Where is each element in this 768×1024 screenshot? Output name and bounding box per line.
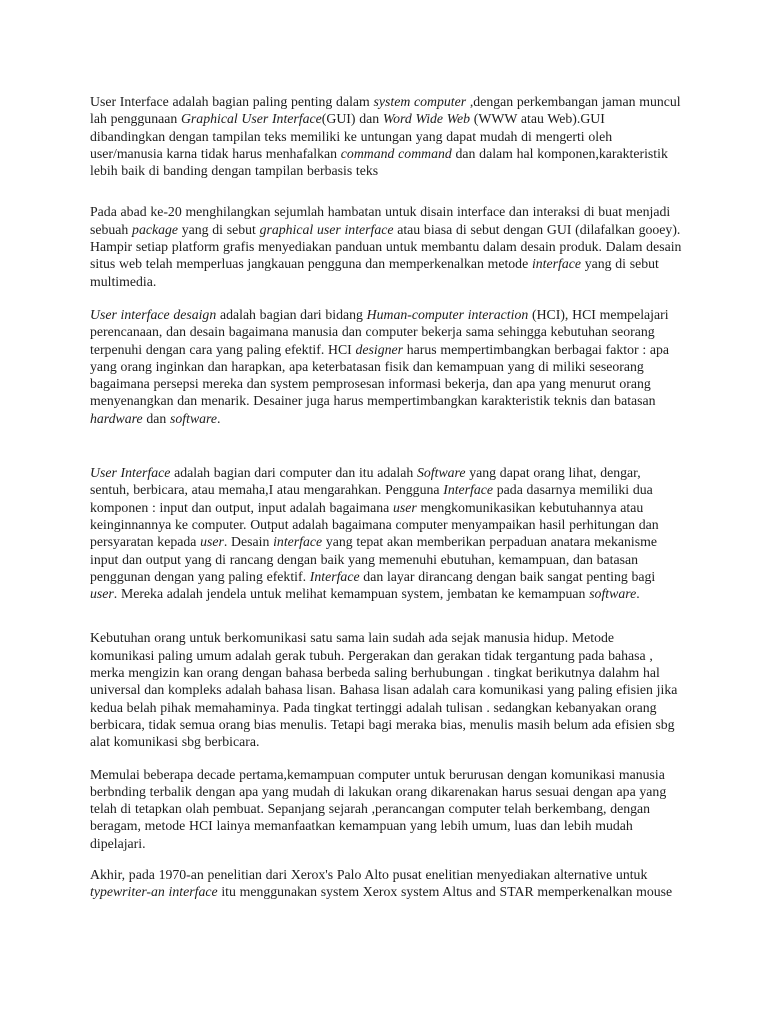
text-run: ,dengan perkembangan jaman muncul lah penggunaan <box>90 94 681 127</box>
italic-text-run: Interface <box>309 568 360 584</box>
italic-text-run: software <box>589 586 637 602</box>
text-run: (HCI), HCI mempelajari perencanaan, dan desain bagaimana manusia dan computer bekerja sama sehingga kebutuhan seorang terpenuhi dengan cara yang paling efektif. HCI <box>90 306 669 357</box>
italic-text-run: interface <box>273 534 323 550</box>
text-run: dan dalam hal komponen,karakteristik lebih baik di banding dengan tampilan berbasis teks <box>90 145 668 179</box>
italic-text-run: Graphical User Interface <box>180 111 322 127</box>
text-run: pada dasarnya memiliki dua komponen : input dan output, input adalah bagaimana <box>90 482 653 515</box>
italic-text-run: Human-computer interaction <box>366 306 529 322</box>
text-run: yang di sebut multimedia. <box>90 256 659 289</box>
text-run: User Interface adalah bagian paling penting dalam <box>90 94 374 109</box>
text-run: adalah bagian dari bidang <box>216 306 367 322</box>
text-run: Memulai beberapa decade pertama,kemampuan computer untuk berurusan dengan komunikasi manusia berbnding terbalik dengan apa yang mudah di lakukan orang dikarenakan harus sesuai dengan apa yang telah di tetapkan olah pembuat. Sepanjang sejarah ,perancangan computer telah berkembang, dengan beragam, metode HCI lainya memanfaatkan kemampuan yang lebih umum, luas dan lebih mudah dipelajari. <box>90 766 667 851</box>
italic-text-run: user <box>90 586 114 602</box>
text-run: (GUI) dan <box>321 111 383 127</box>
text-run: atau biasa di sebut dengan GUI (dilafalkan gooey). Hampir setiap platform grafis menyediakan panduan untuk membantu dalam desain produk. Dalam desain situs web telah memperluas jangkauan pengguna dan memperkenalkan metode <box>90 221 682 272</box>
italic-text-run: Software <box>416 465 466 481</box>
text-run: adalah bagian dari computer dan itu adalah <box>170 465 417 481</box>
paragraph-2 <box>90 203 682 289</box>
text-run: . <box>217 410 221 426</box>
text-run: yang di sebut <box>178 221 260 237</box>
italic-text-run: system computer <box>373 94 467 109</box>
text-run: (WWW atau Web).GUI dibandingkan dengan tampilan teks memiliki ke untungan yang dapat mudah di mengerti oleh user/manusia karna tidak harus menhafalkan <box>90 111 613 161</box>
italic-text-run: designer <box>355 341 404 357</box>
paragraph-7 <box>90 866 682 901</box>
text-run: Pada abad ke-20 menghilangkan sejumlah hambatan untuk disain interface dan interaksi di buat menjadi sebuah <box>90 204 671 237</box>
text-run: dan <box>142 410 171 426</box>
text-run: yang tepat akan memberikan perpaduan anatara mekanisme input dan output yang di rancang dengan baik yang memenuhi ebutuhan, kemampuan, dan batasan penggunan dengan yang paling efektif. <box>90 534 657 584</box>
italic-text-run: User Interface <box>90 465 171 481</box>
italic-text-run: command command <box>340 145 452 161</box>
italic-text-run: software <box>170 410 218 426</box>
italic-text-run: package <box>132 221 179 237</box>
paragraph-5 <box>90 629 682 750</box>
text-run: harus mempertimbangkan berbagai faktor : apa yang orang inginkan dan harapkan, apa keterbatasan fisik dan kemampuan yang di miliki seseorang bagaimana persepsi mereka dan system pemprosesan informasi bekerja, dan apa yang menurut orang menyenangkan dan menarik. Desainer juga harus mempertimbangkan karakteristik teknis dan batasan <box>90 341 670 409</box>
paragraph-1 <box>90 93 682 179</box>
text-run: yang dapat orang lihat, dengar, sentuh, berbicara, atau memaha,I atau mengarahkan. Pengguna <box>90 465 641 498</box>
italic-text-run: User interface desaign <box>90 306 217 322</box>
text-run: Akhir, pada 1970-an penelitian dari Xerox's Palo Alto pusat enelitian menyediakan alternative untuk <box>90 866 648 882</box>
italic-text-run: graphical user interface <box>259 221 394 237</box>
paragraph-4 <box>90 464 682 602</box>
italic-text-run: hardware <box>90 410 143 426</box>
italic-text-run: Word Wide Web <box>382 111 471 127</box>
italic-text-run: user <box>393 499 417 515</box>
italic-text-run: typewriter-an interface <box>90 884 218 900</box>
document-body <box>90 93 682 901</box>
italic-text-run: user <box>200 534 224 550</box>
text-run: . <box>636 586 640 602</box>
italic-text-run: interface <box>531 256 581 272</box>
text-run: dan layar dirancang dengan baik sangat penting bagi <box>359 568 656 584</box>
text-run: Kebutuhan orang untuk berkomunikasi satu sama lain sudah ada sejak manusia hidup. Metode komunikasi paling umum adalah gerak tubuh. Pergerakan dan gerakan tidak tergantung pada bahasa , merka mengizin kan orang dengan bahasa berbeda saling berhubungan . tingkat berikutnya dalahm hal universal dan kompleks adalah bahasa lisan. Bahasa lisan adalah cara komunikasi yang paling efisien jika kedua belah pihak memahaminya. Pada tingkat tertinggi adalah tulisan . sedangkan kebanyakan orang berbicara, tidak semua orang bias menulis. Tetapi bagi meraka bias, menulis masih belum ada efisien sbg alat komunikasi sbg berbicara. <box>90 630 678 750</box>
paragraph-3 <box>90 306 682 427</box>
text-run: . Desain <box>223 534 274 550</box>
italic-text-run: Interface <box>443 482 494 498</box>
text-run: mengkomunikasikan kebutuhannya atau keinginnannya ke computer. Output adalah bagaimana computer menyampaikan hasil perhitungan dan persyaratan kepada <box>90 499 659 550</box>
text-run: . Mereka adalah jendela untuk melihat kemampuan system, jembatan ke kemampuan <box>113 586 590 602</box>
text-run: itu menggunakan system Xerox system Altus and STAR memperkenalkan mouse <box>217 884 673 900</box>
paragraph-6 <box>90 766 682 852</box>
